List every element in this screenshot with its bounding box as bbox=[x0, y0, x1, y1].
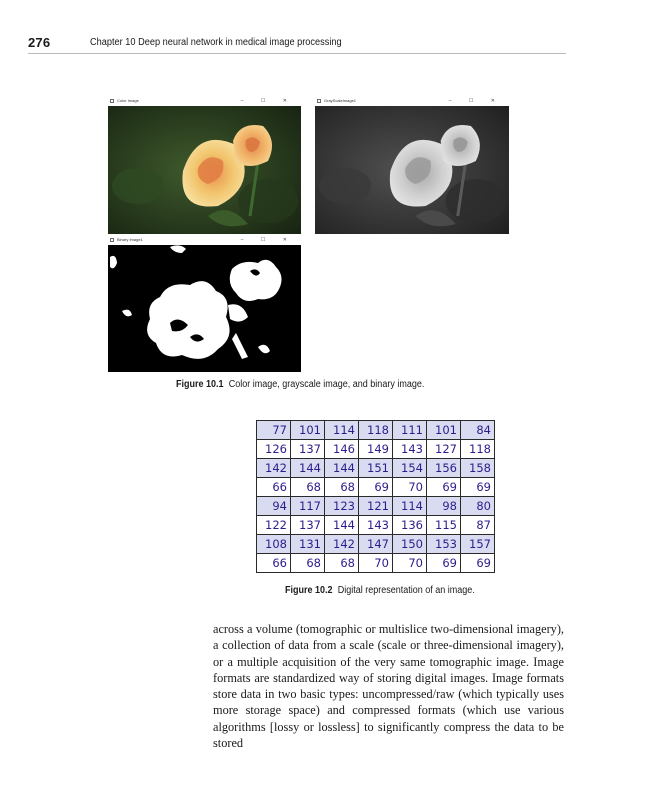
table-row bbox=[257, 497, 495, 516]
pixel-cell: 153 bbox=[427, 535, 461, 554]
table-row bbox=[257, 440, 495, 459]
table-row bbox=[257, 535, 495, 554]
pixel-cell: 114 bbox=[325, 421, 359, 440]
pixel-cell: 70 bbox=[359, 554, 393, 573]
pixel-cell: 68 bbox=[325, 478, 359, 497]
window-title: Binary Image1 bbox=[117, 237, 143, 242]
table-row bbox=[257, 478, 495, 497]
pixel-cell: 136 bbox=[393, 516, 427, 535]
pixel-cell: 114 bbox=[393, 497, 427, 516]
pixel-cell: 68 bbox=[291, 478, 325, 497]
pixel-cell: 156 bbox=[427, 459, 461, 478]
pixel-cell: 77 bbox=[257, 421, 291, 440]
pixel-cell: 122 bbox=[257, 516, 291, 535]
pixel-cell: 69 bbox=[461, 554, 495, 573]
table-row bbox=[257, 459, 495, 478]
window-title: Color Image bbox=[117, 98, 139, 103]
pixel-cell: 101 bbox=[427, 421, 461, 440]
window-controls[interactable]: – ☐ ✕ bbox=[240, 237, 295, 243]
pixel-cell: 131 bbox=[291, 535, 325, 554]
pixel-cell: 144 bbox=[291, 459, 325, 478]
pixel-cell: 154 bbox=[393, 459, 427, 478]
pixel-cell: 147 bbox=[359, 535, 393, 554]
pixel-cell: 143 bbox=[359, 516, 393, 535]
pixel-cell: 68 bbox=[325, 554, 359, 573]
pixel-cell: 151 bbox=[359, 459, 393, 478]
pixel-cell: 127 bbox=[427, 440, 461, 459]
figure-caption-text: Color image, grayscale image, and binary image. bbox=[228, 379, 425, 390]
pixel-cell: 137 bbox=[291, 516, 325, 535]
pixel-cell: 118 bbox=[461, 440, 495, 459]
pixel-cell: 70 bbox=[393, 554, 427, 573]
running-header bbox=[28, 35, 566, 54]
pixel-cell: 94 bbox=[257, 497, 291, 516]
pixel-cell: 144 bbox=[325, 516, 359, 535]
pixel-cell: 66 bbox=[257, 554, 291, 573]
pixel-cell: 101 bbox=[291, 421, 325, 440]
pixel-cell: 66 bbox=[257, 478, 291, 497]
window-titlebar bbox=[108, 97, 301, 106]
pixel-cell: 142 bbox=[257, 459, 291, 478]
pixel-cell: 98 bbox=[427, 497, 461, 516]
pixel-cell: 123 bbox=[325, 497, 359, 516]
table-row bbox=[257, 516, 495, 535]
window-titlebar bbox=[108, 236, 301, 245]
pixel-cell: 126 bbox=[257, 440, 291, 459]
pixel-cell: 69 bbox=[359, 478, 393, 497]
pixel-cell: 144 bbox=[325, 459, 359, 478]
color-image-window bbox=[108, 97, 301, 234]
figure-caption-text: Digital representation of an image. bbox=[337, 585, 475, 596]
pixel-cell: 111 bbox=[393, 421, 427, 440]
running-head: Chapter 10 Deep neural network in medical image processing bbox=[90, 37, 342, 48]
pixel-cell: 158 bbox=[461, 459, 495, 478]
pixel-cell: 68 bbox=[291, 554, 325, 573]
body-paragraph: across a volume (tomographic or multislice two-dimensional imagery), a collection of data from a scale (scale or three-dimensional imagery), or a multiple acquisition of the very same tomographic image. Image formats are standardized way of storing digital images. Image formats store data in two basic types: uncompressed/raw (which typically uses more storage space) and compressed formats (which use various algorithms [lossy or lossless] to significantly compress the data to be stored bbox=[213, 622, 564, 751]
pixel-cell: 115 bbox=[427, 516, 461, 535]
window-titlebar bbox=[315, 97, 509, 106]
pixel-cell: 118 bbox=[359, 421, 393, 440]
pixel-cell: 121 bbox=[359, 497, 393, 516]
pixel-cell: 146 bbox=[325, 440, 359, 459]
pixel-cell: 108 bbox=[257, 535, 291, 554]
figure-label: Figure 10.1 bbox=[176, 379, 224, 390]
pixel-cell: 137 bbox=[291, 440, 325, 459]
binary-rose-image bbox=[108, 245, 301, 372]
grayscale-rose-image bbox=[315, 106, 509, 234]
pixel-cell: 157 bbox=[461, 535, 495, 554]
pixel-cell: 149 bbox=[359, 440, 393, 459]
pixel-cell: 150 bbox=[393, 535, 427, 554]
pixel-cell: 80 bbox=[461, 497, 495, 516]
pixel-cell: 87 bbox=[461, 516, 495, 535]
figure-10-1-caption bbox=[176, 379, 424, 390]
table-row bbox=[257, 554, 495, 573]
window-controls[interactable]: – ☐ ✕ bbox=[448, 98, 503, 104]
figure-10-2-caption bbox=[285, 585, 475, 596]
pixel-cell: 69 bbox=[461, 478, 495, 497]
pixel-cell: 69 bbox=[427, 478, 461, 497]
pixel-value-table bbox=[256, 420, 495, 573]
figure-label: Figure 10.2 bbox=[285, 585, 333, 596]
binary-image-window bbox=[108, 236, 301, 372]
window-controls[interactable]: – ☐ ✕ bbox=[240, 98, 295, 104]
pixel-cell: 143 bbox=[393, 440, 427, 459]
app-icon bbox=[110, 238, 114, 242]
page-number: 276 bbox=[28, 35, 51, 50]
pixel-cell: 70 bbox=[393, 478, 427, 497]
pixel-cell: 117 bbox=[291, 497, 325, 516]
pixel-cell: 142 bbox=[325, 535, 359, 554]
pixel-cell: 69 bbox=[427, 554, 461, 573]
window-title: GrayScaleImage1 bbox=[324, 98, 357, 103]
app-icon bbox=[110, 99, 114, 103]
table-row bbox=[257, 421, 495, 440]
pixel-cell: 84 bbox=[461, 421, 495, 440]
app-icon bbox=[317, 99, 321, 103]
grayscale-image-window bbox=[315, 97, 509, 234]
color-rose-image bbox=[108, 106, 301, 234]
